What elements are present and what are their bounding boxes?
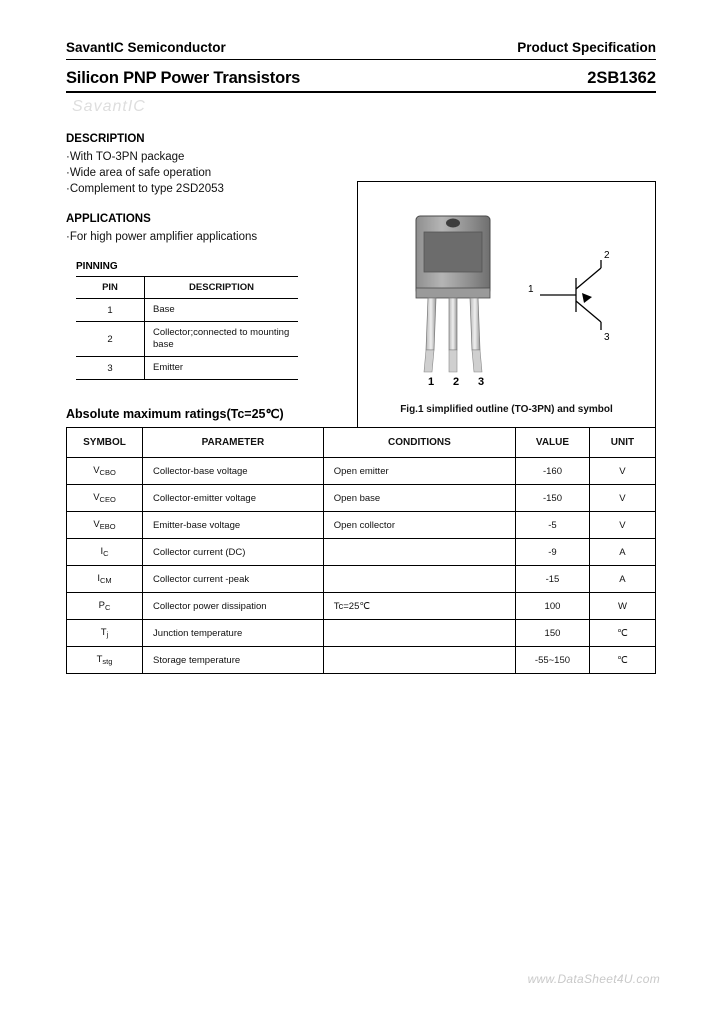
rating-parameter: Collector current -peak — [143, 566, 324, 593]
rating-value: -5 — [516, 512, 590, 539]
description-item-2: ·Complement to type 2SD2053 — [66, 183, 224, 195]
left-column — [66, 133, 356, 380]
pinning-label: PINNING — [76, 261, 118, 272]
col-conditions: CONDITIONS — [323, 428, 515, 458]
rating-conditions: Tc=25℃ — [323, 593, 515, 620]
rating-symbol — [67, 512, 143, 539]
table-row — [76, 299, 298, 322]
symbol-main: T — [96, 654, 103, 665]
col-unit: UNIT — [589, 428, 655, 458]
pinning-table — [76, 276, 298, 380]
symbol-label-base: 1 — [528, 284, 534, 295]
symbol-main: I — [100, 546, 104, 557]
package-body — [416, 216, 490, 298]
package-figure — [357, 181, 656, 428]
col-value: VALUE — [516, 428, 590, 458]
table-header-row — [67, 428, 656, 458]
rating-parameter: Collector-base voltage — [143, 458, 324, 485]
rating-symbol — [67, 647, 143, 674]
part-number: 2SB1362 — [587, 69, 656, 87]
table-row — [67, 620, 656, 647]
symbol-sub: CEO — [99, 495, 116, 504]
pin-number: 1 — [76, 299, 145, 322]
rating-unit: ℃ — [589, 620, 655, 647]
rating-parameter: Collector current (DC) — [143, 539, 324, 566]
pinning-col-pin: PIN — [76, 277, 145, 299]
rating-symbol — [67, 485, 143, 512]
symbol-main: I — [97, 573, 100, 584]
symbol-label-collector: 2 — [604, 250, 610, 261]
rating-symbol — [67, 566, 143, 593]
absolute-maximum-ratings-table — [66, 427, 656, 674]
table-row — [76, 357, 298, 380]
pin-description: Emitter — [145, 357, 299, 380]
rating-parameter: Emitter-base voltage — [143, 512, 324, 539]
pinning-col-description: DESCRIPTION — [145, 277, 299, 299]
table-row — [67, 485, 656, 512]
rating-conditions: Open emitter — [323, 458, 515, 485]
description-item-0: ·With TO-3PN package — [66, 151, 185, 163]
document-header — [66, 40, 656, 59]
rating-conditions — [323, 647, 515, 674]
symbol-label-emitter: 3 — [604, 332, 610, 343]
lead-label-2: 2 — [453, 376, 460, 388]
rating-unit: V — [589, 458, 655, 485]
symbol-sub: C — [104, 603, 111, 612]
rating-symbol — [67, 458, 143, 485]
table-row — [67, 458, 656, 485]
symbol-main: T — [100, 627, 107, 638]
document-type: Product Specification — [517, 40, 656, 55]
table-row — [67, 566, 656, 593]
rating-value: -9 — [516, 539, 590, 566]
symbol-sub: C — [103, 549, 109, 558]
col-symbol: SYMBOL — [67, 428, 143, 458]
symbol-sub: CM — [100, 576, 112, 585]
rating-unit: A — [589, 539, 655, 566]
symbol-main: V — [93, 492, 100, 503]
watermark-ghost: SavantIC — [72, 98, 146, 115]
lead-label-1: 1 — [428, 376, 435, 388]
rating-conditions: Open collector — [323, 512, 515, 539]
rating-value: -15 — [516, 566, 590, 593]
symbol-main: V — [93, 465, 100, 476]
table-row — [67, 593, 656, 620]
rating-parameter: Collector power dissipation — [143, 593, 324, 620]
rating-unit: W — [589, 593, 655, 620]
rating-parameter: Junction temperature — [143, 620, 324, 647]
title-row — [66, 69, 656, 91]
rating-conditions — [323, 620, 515, 647]
company-name: SavantIC Semiconductor — [66, 40, 226, 55]
footer-watermark: www.DataSheet4U.com — [527, 972, 660, 986]
rating-symbol — [67, 539, 143, 566]
rating-unit: ℃ — [589, 647, 655, 674]
pnp-transistor-symbol — [540, 260, 601, 330]
symbol-main: P — [98, 600, 105, 611]
table-row — [67, 539, 656, 566]
pin-number: 3 — [76, 357, 145, 380]
rating-unit: V — [589, 485, 655, 512]
rating-unit: V — [589, 512, 655, 539]
table-row — [67, 647, 656, 674]
rating-conditions — [323, 539, 515, 566]
package-leads — [424, 298, 482, 372]
rating-parameter: Collector-emitter voltage — [143, 485, 324, 512]
page-title: Silicon PNP Power Transistors — [66, 69, 301, 87]
rating-value: -160 — [516, 458, 590, 485]
lead-label-3: 3 — [478, 376, 485, 388]
rating-symbol — [67, 593, 143, 620]
rating-parameter: Storage temperature — [143, 647, 324, 674]
rating-value: -150 — [516, 485, 590, 512]
rating-conditions: Open base — [323, 485, 515, 512]
col-parameter: PARAMETER — [143, 428, 324, 458]
symbol-main: V — [93, 519, 100, 530]
rating-unit: A — [589, 566, 655, 593]
symbol-sub: EBO — [99, 522, 116, 531]
pin-description: Collector;connected to mounting base — [145, 322, 299, 357]
rating-value: 100 — [516, 593, 590, 620]
rating-conditions — [323, 566, 515, 593]
table-row — [67, 512, 656, 539]
symbol-sub: CBO — [99, 468, 116, 477]
rating-value: -55~150 — [516, 647, 590, 674]
pin-description: Base — [145, 299, 299, 322]
description-heading: DESCRIPTION — [66, 133, 145, 145]
table-header-row — [76, 277, 298, 299]
symbol-sub: stg — [102, 657, 113, 666]
pin-number: 2 — [76, 322, 145, 357]
sheet-content — [66, 40, 656, 674]
ratings-title: Absolute maximum ratings(Tc=25℃) — [66, 407, 284, 421]
description-item-1: ·Wide area of safe operation — [66, 167, 212, 179]
symbol-sub: j — [106, 630, 109, 639]
figure-caption: Fig.1 simplified outline (TO-3PN) and symbol — [400, 404, 613, 415]
rating-value: 150 — [516, 620, 590, 647]
applications-heading: APPLICATIONS — [66, 213, 151, 225]
rating-symbol — [67, 620, 143, 647]
applications-item-0: ·For high power amplifier applications — [66, 231, 258, 243]
to3pn-outline-and-symbol-svg — [358, 182, 655, 427]
title-divider — [66, 91, 656, 93]
header-divider — [66, 59, 656, 60]
table-row — [76, 322, 298, 357]
